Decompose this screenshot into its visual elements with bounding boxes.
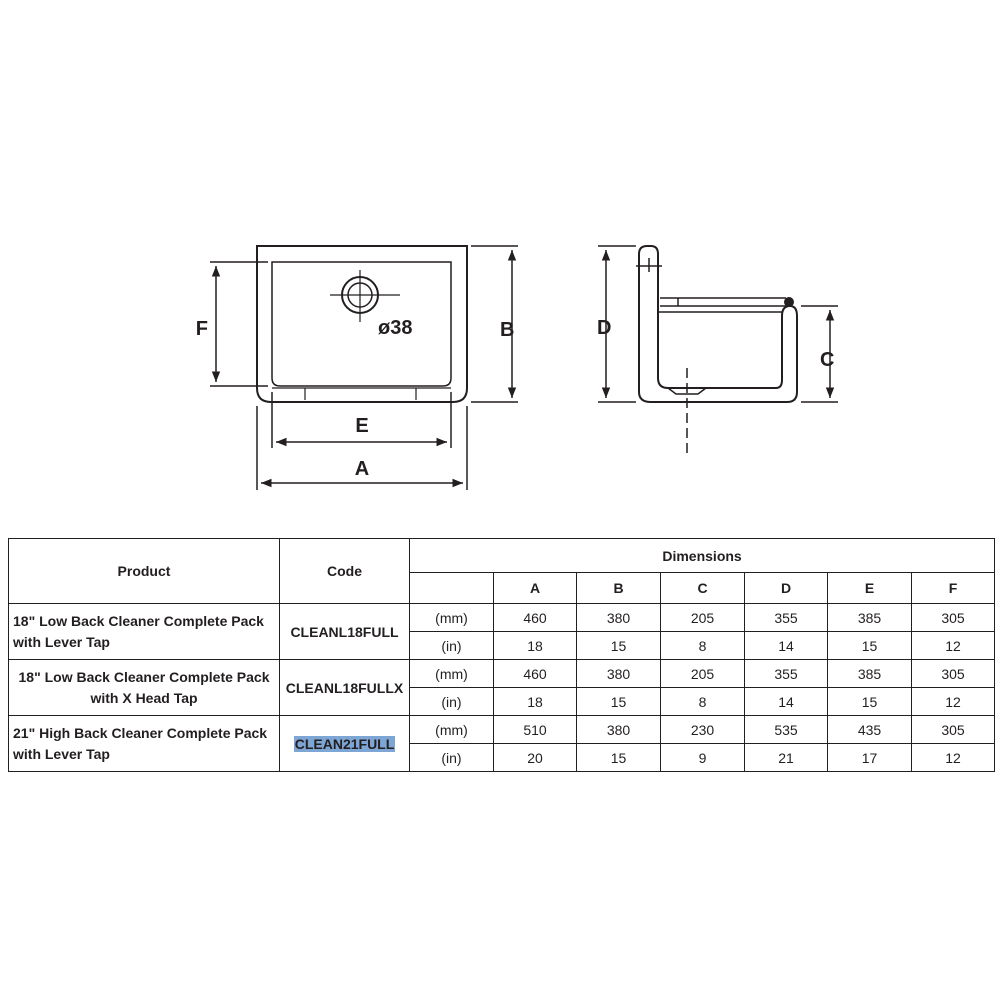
side-dimensions [598, 246, 838, 402]
value-cell: 18 [494, 688, 577, 716]
table-row [9, 604, 995, 632]
value-cell: 12 [912, 632, 995, 660]
value-cell: 535 [745, 716, 828, 744]
label-hole-diameter: ø38 [378, 317, 413, 339]
value-cell: 18 [494, 632, 577, 660]
value-cell: 15 [577, 744, 661, 772]
value-cell: 305 [912, 604, 995, 632]
value-cell: 21 [745, 744, 828, 772]
label-C: C [820, 349, 835, 371]
value-cell: 8 [661, 688, 745, 716]
table-row [9, 716, 995, 744]
value-cell: 12 [912, 744, 995, 772]
unit-mm: (mm) [410, 604, 494, 632]
value-cell: 460 [494, 660, 577, 688]
header-product: Product [9, 539, 280, 604]
value-cell: 355 [745, 604, 828, 632]
header-code: Code [280, 539, 410, 604]
product-name: 18" Low Back Cleaner Complete Pack with Lever Tap [9, 604, 280, 660]
label-F: F [195, 318, 208, 340]
value-cell: 205 [661, 660, 745, 688]
tap-knob [785, 298, 793, 306]
value-cell: 355 [745, 660, 828, 688]
sink-outer-outline [257, 246, 467, 402]
front-view [257, 246, 467, 402]
value-cell: 8 [661, 632, 745, 660]
value-cell: 9 [661, 744, 745, 772]
value-cell: 380 [577, 604, 661, 632]
header-col-E: E [828, 573, 912, 604]
dimensions-table [8, 538, 995, 772]
label-A: A [354, 458, 370, 480]
label-E: E [355, 415, 369, 437]
header-dimensions: Dimensions [410, 539, 995, 573]
unit-in: (in) [410, 688, 494, 716]
header-col-C: C [661, 573, 745, 604]
value-cell: 230 [661, 716, 745, 744]
value-cell: 15 [577, 688, 661, 716]
value-cell: 17 [828, 744, 912, 772]
product-code: CLEANL18FULL [280, 604, 410, 660]
unit-in: (in) [410, 632, 494, 660]
product-code-highlighted [280, 716, 410, 772]
unit-in: (in) [410, 744, 494, 772]
value-cell: 385 [828, 604, 912, 632]
value-cell: 460 [494, 604, 577, 632]
code-selection-highlight: CLEAN21FULL [294, 735, 395, 752]
label-D: D [597, 317, 612, 339]
value-cell: 305 [912, 660, 995, 688]
value-cell: 14 [745, 688, 828, 716]
product-name: 21" High Back Cleaner Complete Pack with Lever Tap [9, 716, 280, 772]
value-cell: 12 [912, 688, 995, 716]
value-cell: 435 [828, 716, 912, 744]
header-unit-blank [410, 573, 494, 604]
header-col-B: B [577, 573, 661, 604]
value-cell: 20 [494, 744, 577, 772]
unit-mm: (mm) [410, 716, 494, 744]
product-name: 18" Low Back Cleaner Complete Pack with X Head Tap [9, 660, 280, 716]
header-col-A: A [494, 573, 577, 604]
value-cell: 380 [577, 716, 661, 744]
value-cell: 205 [661, 604, 745, 632]
side-outer-outline [639, 246, 797, 402]
product-code: CLEANL18FULLX [280, 660, 410, 716]
table-row [9, 660, 995, 688]
header-col-F: F [912, 573, 995, 604]
value-cell: 385 [828, 660, 912, 688]
header-col-D: D [745, 573, 828, 604]
unit-mm: (mm) [410, 660, 494, 688]
value-cell: 15 [577, 632, 661, 660]
sink-inner-outline [272, 262, 451, 386]
value-cell: 15 [828, 688, 912, 716]
label-B: B [500, 319, 515, 341]
value-cell: 15 [828, 632, 912, 660]
value-cell: 14 [745, 632, 828, 660]
value-cell: 380 [577, 660, 661, 688]
side-view [636, 246, 797, 456]
value-cell: 510 [494, 716, 577, 744]
value-cell: 305 [912, 716, 995, 744]
